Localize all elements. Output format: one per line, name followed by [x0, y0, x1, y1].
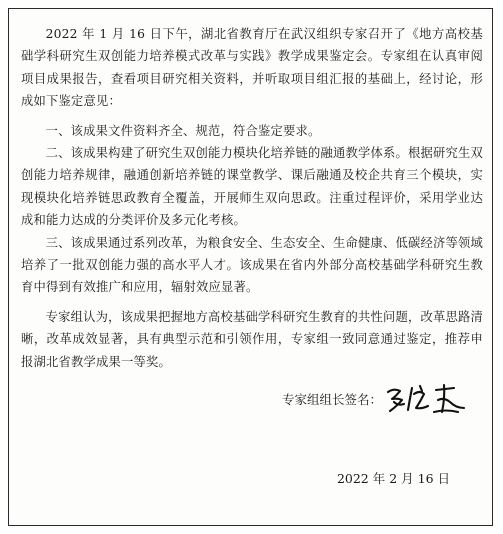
document-body: [21, 23, 483, 373]
document-date: 2022 年 2 月 16 日: [336, 471, 450, 486]
paragraph-intro: 2022 年 1 月 16 日下午，湖北省教育厅在武汉组织专家召开了《地方高校基础学科研究生双创能力培养模式改革与实践》教学成果鉴定会。专家组在认真审阅项目成果报告，查看项目研究相关资料，并听取项目组汇报的基础上，经讨论，形成如下鉴定意见：: [21, 27, 483, 109]
signature-label: 专家组组长签名：: [281, 392, 382, 407]
signature-block: [282, 382, 466, 416]
paragraph-opinion-2: 二、该成果构建了研究生双创能力模块化培养链的融通教学体系。根据研究生双创能力培养规律，融通创新培养链的课堂教学、课后融通及校企共育三个模块，实现模块化培养链思政教育全覆盖，开展师生双向思政。注重过程评价，采用学业达成和能力达成的分类评价及多元化考核。: [21, 146, 483, 228]
handwritten-signature: [384, 382, 466, 416]
paragraph-opinion-3: 三、该成果通过系列改革，为粮食安全、生态安全、生命健康、低碳经济等领域培养了一批双创能力强的高水平人才。该成果在省内外部分高校基础学科研究生教育中得到有效推广和应用，辐射效应显著。: [21, 235, 483, 295]
paragraph-opinion-1: 一、该成果文件资料齐全、规范，符合鉴定要求。: [45, 123, 321, 138]
paragraph-conclusion: 专家组认为，该成果把握地方高校基础学科研究生教育的共性问题，改革思路清晰，改革成效显著，具有典型示范和引领作用，专家组一致同意通过鉴定，推荐申报湖北省教学成果一等奖。: [21, 309, 483, 369]
appraisal-document: [8, 8, 493, 526]
